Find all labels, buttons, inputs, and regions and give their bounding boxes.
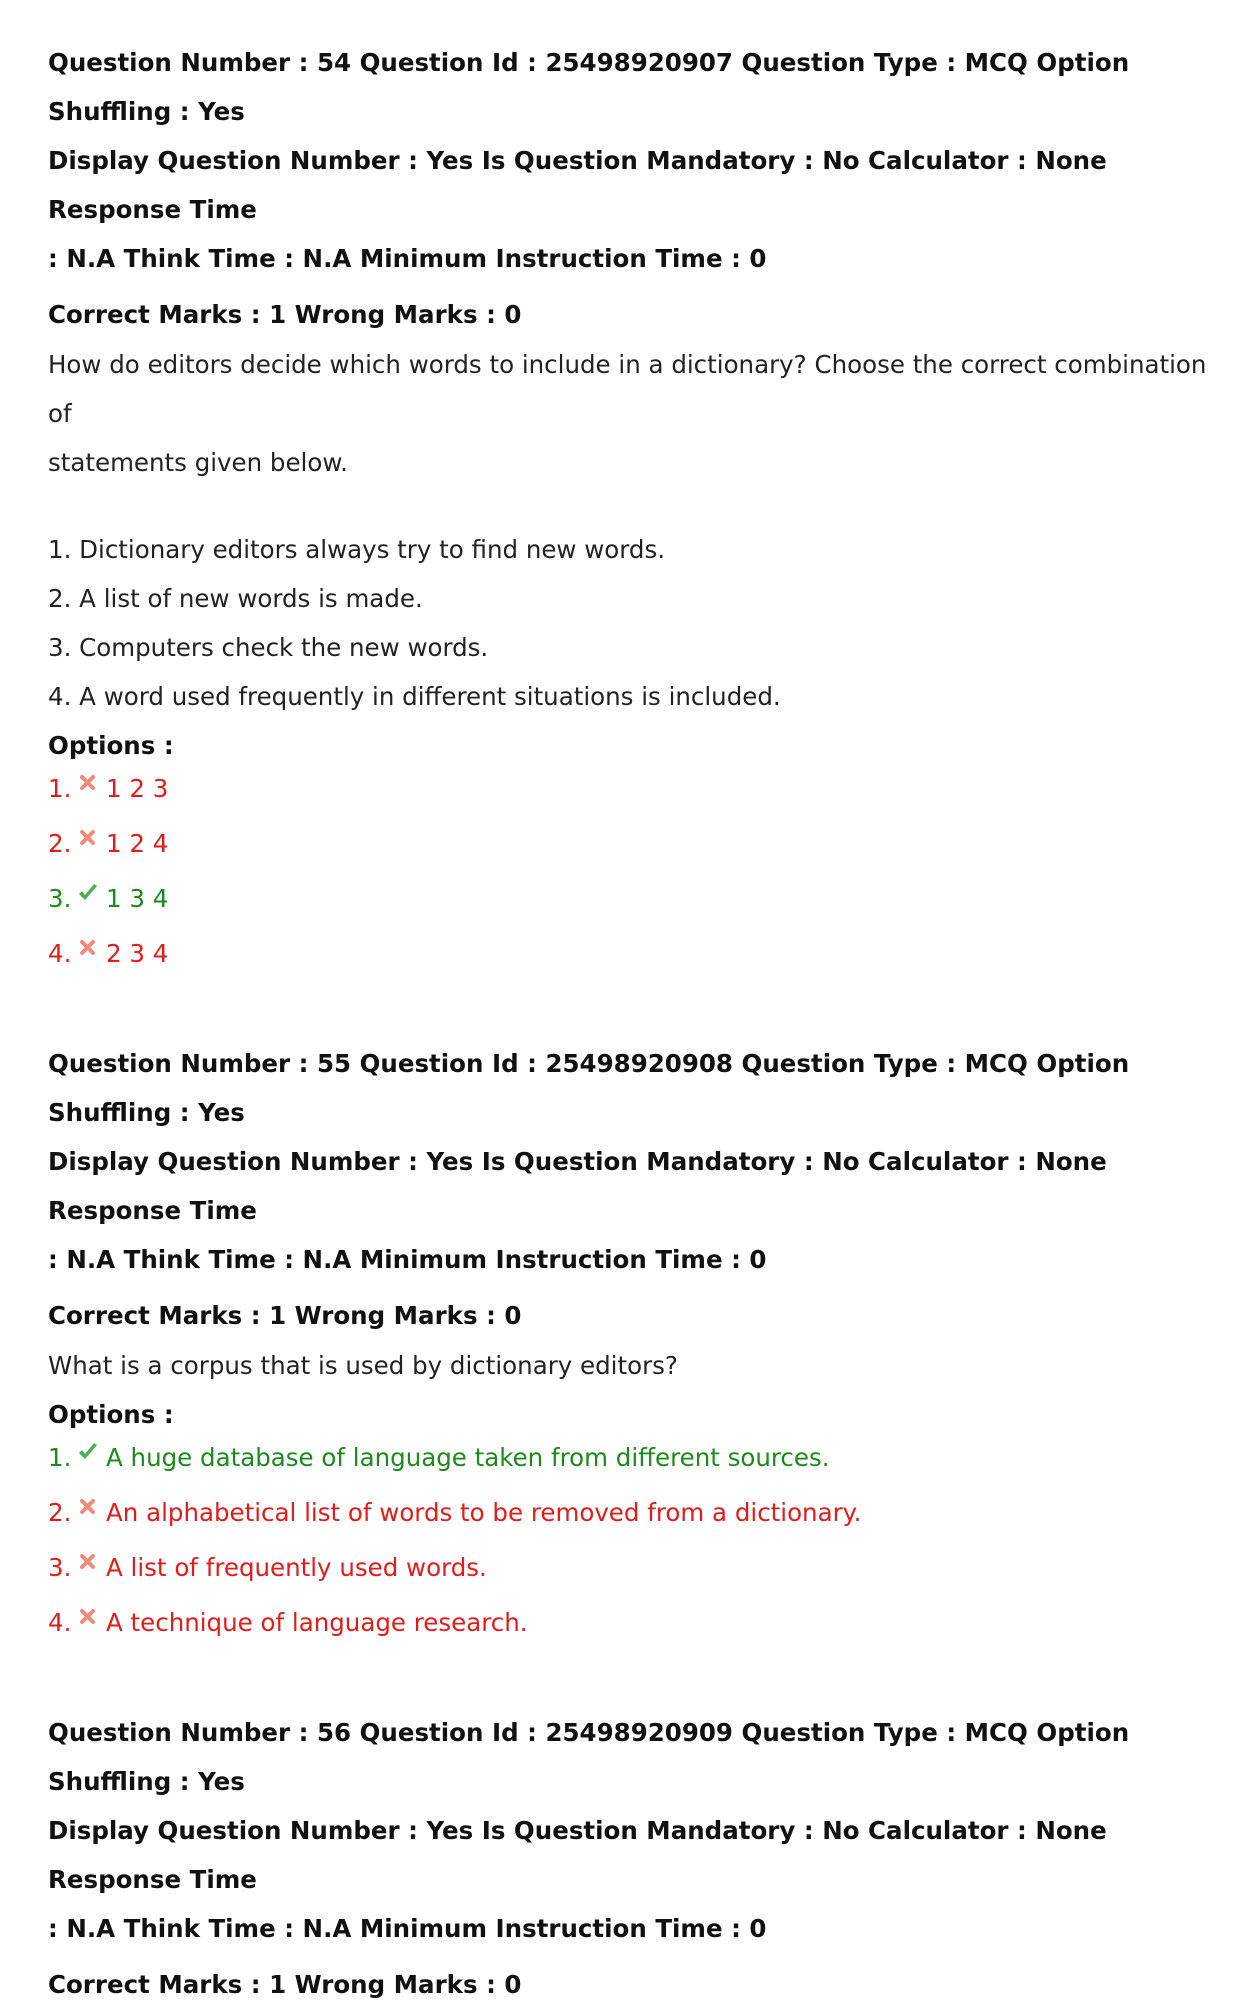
- meta-line: : N.A Think Time : N.A Minimum Instruction Time : 0: [48, 1914, 767, 1943]
- question-text: [48, 340, 1208, 487]
- option-number: 3.: [48, 1553, 72, 1582]
- option-number: 4.: [48, 939, 72, 968]
- option-number: 1.: [48, 1443, 72, 1472]
- meta-line: : N.A Think Time : N.A Minimum Instruction Time : 0: [48, 244, 767, 273]
- option-number: 2.: [48, 829, 72, 858]
- options-list: [48, 1430, 1208, 1650]
- marks-line: Correct Marks : 1 Wrong Marks : 0: [48, 1970, 522, 1999]
- statement-item: 2. A list of new words is made.: [48, 584, 423, 613]
- option-number: 3.: [48, 884, 72, 913]
- option-4: [48, 1595, 1208, 1650]
- option-3: [48, 1540, 1208, 1595]
- spacer: [48, 1650, 1208, 1708]
- statement-list: [48, 525, 1208, 721]
- meta-line: Question Number : 54 Question Id : 25498920907 Question Type : MCQ Option Shuffling : Yes: [48, 48, 1130, 126]
- option-text: 1 3 4: [106, 884, 169, 913]
- question-54: [48, 38, 1208, 981]
- cross-icon: [76, 1605, 100, 1629]
- meta-line: Display Question Number : Yes Is Question Mandatory : No Calculator : None Response Time: [48, 146, 1107, 224]
- option-number: 4.: [48, 1608, 72, 1637]
- option-text: An alphabetical list of words to be removed from a dictionary.: [106, 1498, 862, 1527]
- option-2: [48, 1485, 1208, 1540]
- meta-line: Question Number : 55 Question Id : 25498920908 Question Type : MCQ Option Shuffling : Yes: [48, 1049, 1130, 1127]
- option-text: 1 2 3: [106, 774, 169, 803]
- cross-icon: [76, 936, 100, 960]
- question-meta: [48, 1708, 1208, 1953]
- options-list: [48, 761, 1208, 981]
- question-55: [48, 1039, 1208, 1650]
- option-number: 1.: [48, 774, 72, 803]
- question-text-line: What is a corpus that is used by dictionary editors?: [48, 1351, 678, 1380]
- meta-line: Display Question Number : Yes Is Question Mandatory : No Calculator : None Response Time: [48, 1816, 1107, 1894]
- option-text: A list of frequently used words.: [106, 1553, 487, 1582]
- option-1: [48, 1430, 1208, 1485]
- question-56: [48, 1708, 1208, 2000]
- cross-icon: [76, 1550, 100, 1574]
- option-3: [48, 871, 1208, 926]
- question-paper: [48, 38, 1208, 2000]
- cross-icon: [76, 1495, 100, 1519]
- statement-item: 1. Dictionary editors always try to find new words.: [48, 535, 666, 564]
- marks-line: Correct Marks : 1 Wrong Marks : 0: [48, 1301, 522, 1330]
- statement-item: 4. A word used frequently in different situations is included.: [48, 682, 781, 711]
- check-icon: [76, 881, 100, 905]
- option-text: 1 2 4: [106, 829, 169, 858]
- meta-line: Question Number : 56 Question Id : 25498920909 Question Type : MCQ Option Shuffling : Yes: [48, 1718, 1130, 1796]
- question-text-line: statements given below.: [48, 448, 348, 477]
- cross-icon: [76, 771, 100, 795]
- options-label: Options :: [48, 731, 174, 760]
- option-text: 2 3 4: [106, 939, 169, 968]
- marks-line: Correct Marks : 1 Wrong Marks : 0: [48, 300, 522, 329]
- question-text: [48, 1341, 1208, 1390]
- option-text: A huge database of language taken from different sources.: [106, 1443, 830, 1472]
- option-2: [48, 816, 1208, 871]
- option-number: 2.: [48, 1498, 72, 1527]
- option-4: [48, 926, 1208, 981]
- option-1: [48, 761, 1208, 816]
- spacer: [48, 981, 1208, 1039]
- options-label: Options :: [48, 1400, 174, 1429]
- meta-line: Display Question Number : Yes Is Question Mandatory : No Calculator : None Response Time: [48, 1147, 1107, 1225]
- cross-icon: [76, 826, 100, 850]
- statement-item: 3. Computers check the new words.: [48, 633, 489, 662]
- option-text: A technique of language research.: [106, 1608, 528, 1637]
- meta-line: : N.A Think Time : N.A Minimum Instruction Time : 0: [48, 1245, 767, 1274]
- question-meta: [48, 1039, 1208, 1284]
- question-text-line: How do editors decide which words to include in a dictionary? Choose the correct combination of: [48, 350, 1207, 428]
- spacer: [48, 487, 1208, 525]
- check-icon: [76, 1440, 100, 1464]
- question-meta: [48, 38, 1208, 283]
